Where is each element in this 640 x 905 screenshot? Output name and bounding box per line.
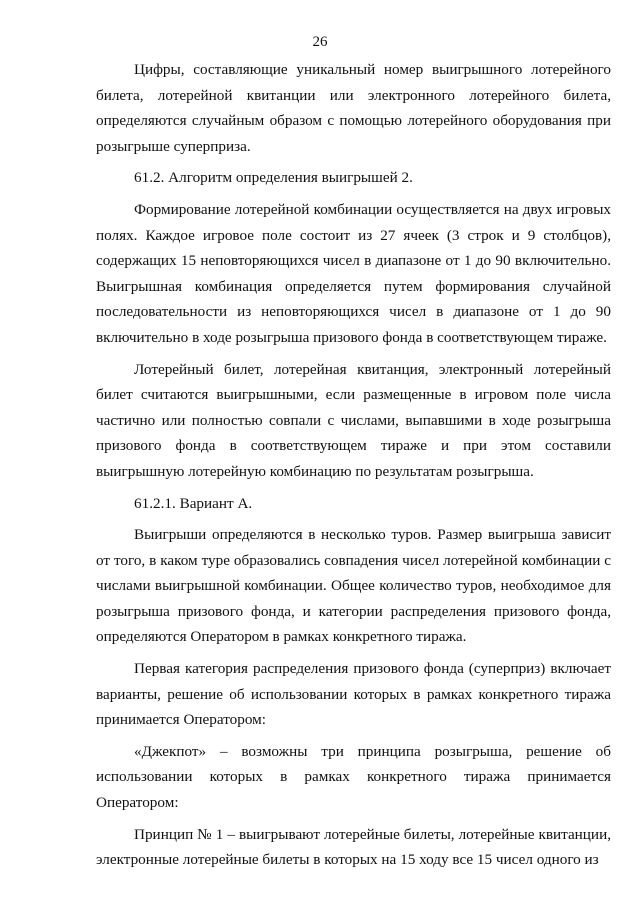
section-heading-61-2-1: 61.2.1. Вариант А.: [134, 494, 253, 512]
paragraph-combination-forming: Формирование лотерейной комбинации осуществляется на двух игровых полях. Каждое игровое поле состоит из 27 ячеек (3 строк и 9 столбцов), содержащих 15 неповторяющихся чисел в диапазоне от 1 до 90 включительно. Выигрышная комбинация определяется путем формирования случайной последовательности из неповторяющихся чисел в диапазоне от 1 до 90 включительно в ходе розыгрыша призового фонда в соответствующем тираже.: [96, 200, 611, 346]
paragraph-first-category: Первая категория распределения призового фонда (суперприз) включает варианты, решение об использовании которых в рамках конкретного тиража принимается Оператором:: [96, 660, 611, 729]
section-heading-61-2: 61.2. Алгоритм определения выигрышей 2.: [134, 169, 413, 187]
paragraph-ticket-number: Цифры, составляющие уникальный номер выигрышного лотерейного билета, лотерейной квитанции или электронного лотерейного билета, определяются случайным образом с помощью лотерейного оборудования при розыгрыше суперприза.: [96, 61, 611, 155]
paragraph-jackpot: «Джекпот» – возможны три принципа розыгрыша, решение об использовании которых в рамках конкретного тиража принимается Оператором:: [96, 742, 611, 812]
paragraph-principle-1: Принцип № 1 – выигрывают лотерейные билеты, лотерейные квитанции, электронные лотерейные билеты в которых на 15 ходу все 15 чисел одного из: [96, 825, 611, 869]
document-body: [96, 57, 611, 873]
paragraph-winning-tickets: Лотерейный билет, лотерейная квитанция, электронный лотерейный билет считаются выигрышными, если размещенные в игровом поле числа частично или полностью совпали с числами, выпавшими в ходе розыгрыша призового фонда в соответствующем тираже и при этом составили выигрышную лотерейную комбинацию по результатам розыгрыша.: [96, 360, 611, 480]
paragraph-rounds: Выигрыши определяются в несколько туров. Размер выигрыша зависит от того, в каком туре образовались совпадения чисел лотерейной комбинации с числами выигрышной комбинации. Общее количество туров, необходимое для розыгрыша призового фонда, и категории распределения призового фонда, определяются Оператором в рамках конкретного тиража.: [96, 526, 611, 646]
page-number: 26: [312, 34, 328, 50]
